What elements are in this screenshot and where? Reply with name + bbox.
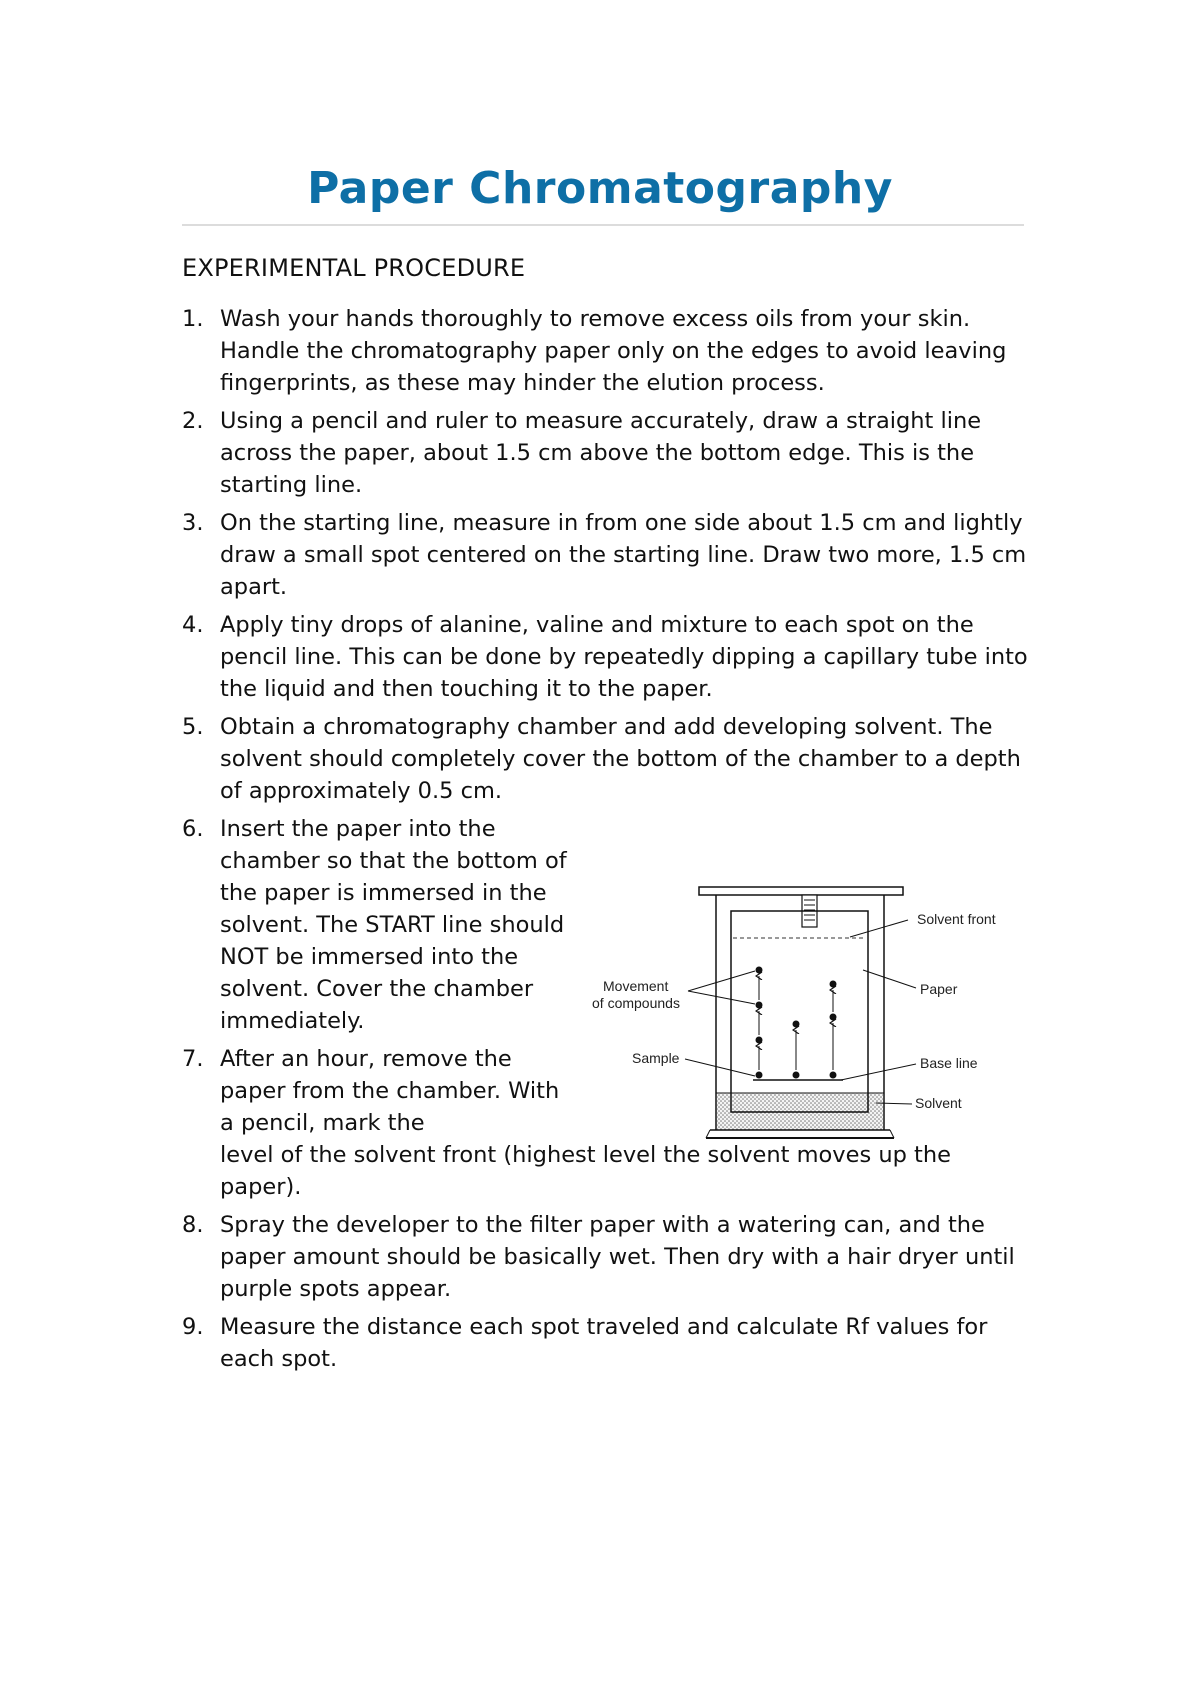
page-title: Paper Chromatography xyxy=(307,163,893,214)
step-text: Measure the distance each spot traveled and calculate Rf values for each spot. xyxy=(220,1314,988,1372)
label-movement-line1: Movement xyxy=(603,978,669,994)
step-number: 6. xyxy=(182,816,204,842)
step-text: Insert the paper into the chamber so that the bottom of the paper is immersed in the solvent. The START line should NOT be immersed into the solvent. Cover the chamber immediately. xyxy=(220,816,567,1034)
step-number: 8. xyxy=(182,1212,204,1238)
chromatography-chamber-diagram xyxy=(588,880,1028,1160)
label-base-line: Base line xyxy=(920,1055,978,1071)
paper-sheet xyxy=(731,911,868,1112)
step-text: Obtain a chromatography chamber and add developing solvent. The solvent should completely cover the bottom of the chamber to a depth of approximately 0.5 cm. xyxy=(220,714,1021,804)
list-item xyxy=(182,507,1032,603)
list-item xyxy=(182,1209,1032,1305)
section-heading: EXPERIMENTAL PROCEDURE xyxy=(182,254,526,282)
title-divider xyxy=(182,224,1024,226)
label-solvent-front: Solvent front xyxy=(917,911,996,927)
list-item xyxy=(182,303,1032,399)
label-solvent: Solvent xyxy=(915,1095,962,1111)
step-text: Spray the developer to the filter paper with a watering can, and the paper amount should be basically wet. Then dry with a hair dryer until purple spots appear. xyxy=(220,1212,1015,1302)
list-item xyxy=(182,711,1032,807)
label-movement-line2: of compounds xyxy=(592,995,680,1011)
list-item xyxy=(182,1311,1032,1375)
list-item xyxy=(182,609,1032,705)
step-number: 5. xyxy=(182,714,204,740)
step-number: 7. xyxy=(182,1046,204,1072)
step-text: Wash your hands thoroughly to remove excess oils from your skin. Handle the chromatography paper only on the edges to avoid leaving fingerprints, as these may hinder the elution process. xyxy=(220,306,1007,396)
chamber-lid xyxy=(699,887,903,895)
step-text: On the starting line, measure in from one side about 1.5 cm and lightly draw a small spot centered on the starting line. Draw two more, 1.5 cm apart. xyxy=(220,510,1027,600)
step-text-wide: level of the solvent front (highest level the solvent moves up the paper). xyxy=(220,1142,951,1200)
label-paper: Paper xyxy=(920,981,958,997)
step-text: Apply tiny drops of alanine, valine and mixture to each spot on the pencil line. This can be done by repeatedly dipping a capillary tube into the liquid and then touching it to the paper. xyxy=(220,612,1028,702)
step-number: 3. xyxy=(182,510,204,536)
step-text: Using a pencil and ruler to measure accurately, draw a straight line across the paper, about 1.5 cm above the bottom edge. This is the starting line. xyxy=(220,408,982,498)
list-item xyxy=(182,405,1032,501)
step-number: 9. xyxy=(182,1314,204,1340)
step-text-narrow: After an hour, remove the paper from the chamber. With a pencil, mark the xyxy=(220,1046,560,1136)
procedure-list xyxy=(182,303,1032,1381)
step-number: 2. xyxy=(182,408,204,434)
step-number: 1. xyxy=(182,306,204,332)
label-sample: Sample xyxy=(632,1050,680,1066)
step-number: 4. xyxy=(182,612,204,638)
